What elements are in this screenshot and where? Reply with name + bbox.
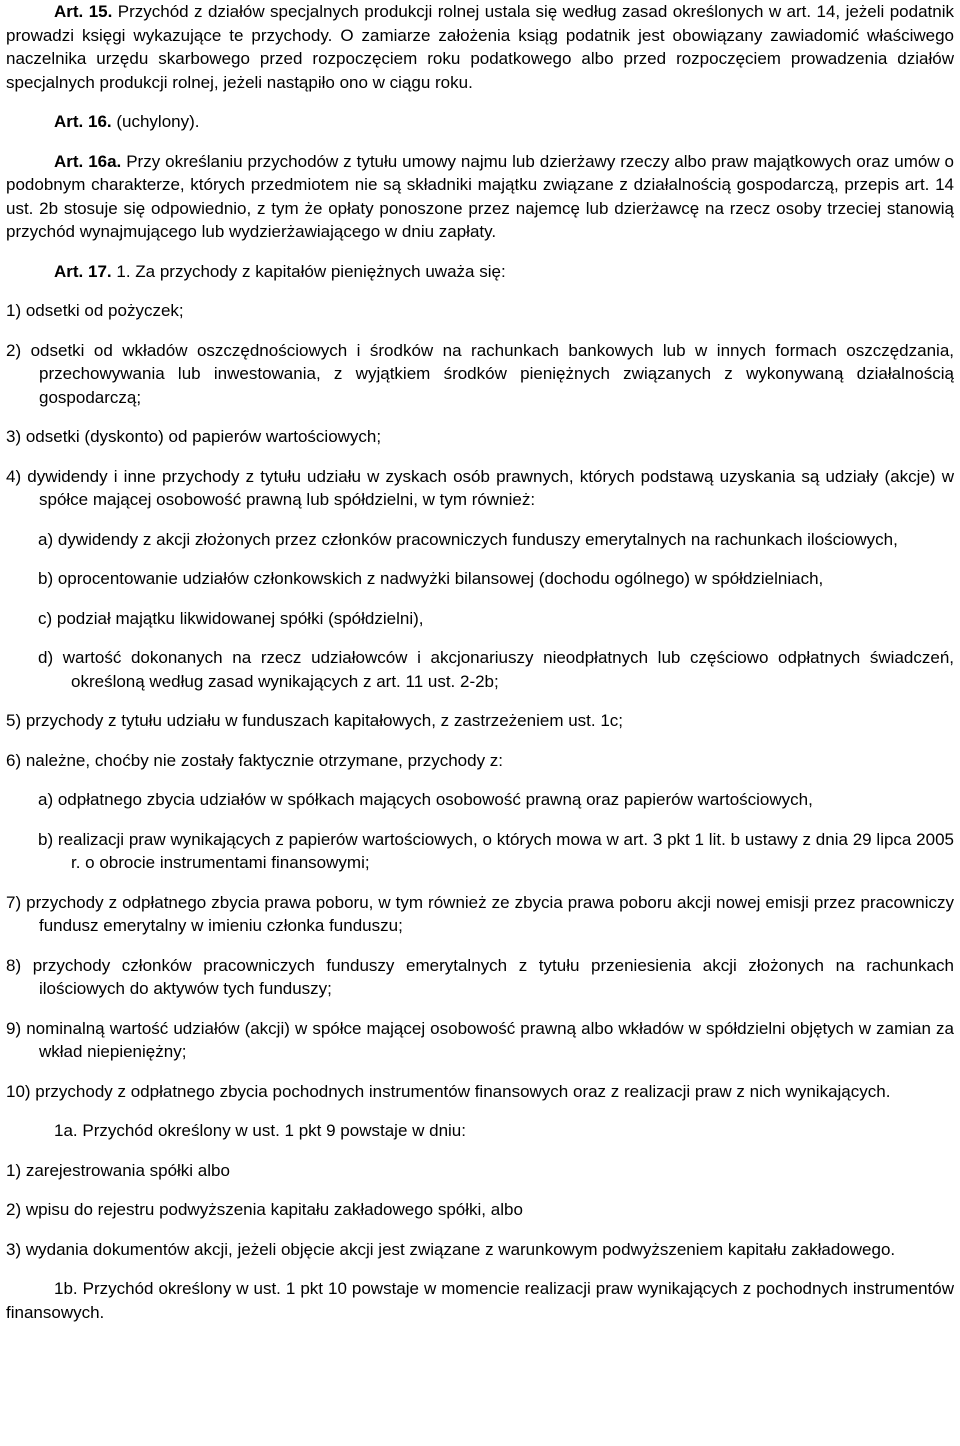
list-item: 6) należne, choćby nie zostały faktycznie otrzymane, przychody z: — [6, 750, 504, 770]
article-17 — [6, 260, 954, 284]
article-number: Art. 16. — [54, 112, 112, 131]
sub-list-item: b) oprocentowanie udziałów członkowskich z nadwyżki bilansowej (dochodu ogólnego) w spółdzielniach, — [38, 569, 824, 588]
list-item: 4) dywidendy i inne przychody z tytułu udziału w zyskach osób prawnych, których podstawą uzyskania są udziały (akcje) w spółce mającej osobowość prawną lub spółdzielni, w tym również: — [6, 466, 954, 509]
article-16a — [6, 150, 954, 244]
article-number: Art. 15. — [54, 2, 113, 21]
list-item: 3) odsetki (dyskonto) od papierów wartościowych; — [6, 427, 382, 446]
list-item: 9) nominalną wartość udziałów (akcji) w spółce mającej osobowość prawną albo wkładów w spółdzielni objętych w zamian za wkład niepieniężny; — [6, 1018, 954, 1061]
list-item: 7) przychody z odpłatnego zbycia prawa poboru, w tym również ze zbycia prawa poboru akcji nowej emisji przez pracowniczy fundusz emerytalny w imieniu członka funduszu; — [6, 892, 954, 935]
article-text: Przychód z działów specjalnych produkcji rolnej ustala się według zasad określonych w art. 14, jeżeli podatnik prowadzi księgi wykazujące te przychody. O zamiarze założenia ksiąg podatnik jest obowiązany zawiadomić właściwego naczelnika urzędu skarbowego przed rozpoczęciem roku podatkowego albo przed rozpoczęciem prowadzenia działów specjalnych produkcji rolnej, jeżeli nastąpiło ono w ciągu roku. — [6, 2, 954, 92]
article-text: (uchylony). — [111, 112, 200, 131]
list-item: 8) przychody członków pracowniczych funduszy emerytalnych z tytułu przeniesienia akcji złożonych na rachunkach ilościowych do aktywów tych funduszy; — [6, 955, 954, 998]
article-15 — [6, 0, 954, 94]
list-item: 10) przychody z odpłatnego zbycia pochodnych instrumentów finansowych oraz z realizacji praw z nich wynikających. — [6, 1081, 891, 1101]
sub-list-item: c) podział majątku likwidowanej spółki (spółdzielni), — [38, 608, 424, 628]
list-item: 1) zarejestrowania spółki albo — [6, 1160, 230, 1180]
article-text: 1. Za przychody z kapitałów pieniężnych uważa się: — [111, 261, 506, 281]
paragraph-1a: 1a. Przychód określony w ust. 1 pkt 9 powstaje w dniu: — [54, 1121, 466, 1140]
list-item: 5) przychody z tytułu udziału w funduszach kapitałowych, z zastrzeżeniem ust. 1c; — [6, 711, 624, 730]
paragraph-1b: 1b. Przychód określony w ust. 1 pkt 10 powstaje w momencie realizacji praw wynikających z pochodnych instrumentów finansowych. — [6, 1279, 954, 1322]
list-item: 2) odsetki od wkładów oszczędnościowych i środków na rachunkach bankowych lub w innych formach oszczędzania, przechowywania lub inwestowania, z wyjątkiem środków pieniężnych związanych z wykonywaną działalnością gospodarczą; — [6, 340, 954, 407]
article-16 — [6, 110, 954, 134]
article-number: Art. 17. — [54, 261, 112, 281]
list-item: 3) wydania dokumentów akcji, jeżeli objęcie akcji jest związane z warunkowym podwyższeniem kapitału zakładowego. — [6, 1239, 896, 1259]
list-item: 2) wpisu do rejestru podwyższenia kapitału zakładowego spółki, albo — [6, 1200, 523, 1219]
list-item: 1) odsetki od pożyczek; — [6, 301, 184, 320]
sub-list-item: a) odpłatnego zbycia udziałów w spółkach mających osobowość prawną oraz papierów wartościowych, — [38, 790, 813, 809]
sub-list-item: d) wartość dokonanych na rzecz udziałowców i akcjonariuszy nieodpłatnych lub częściowo odpłatnych świadczeń, określoną według zasad wynikających z art. 11 ust. 2-2b; — [38, 648, 954, 691]
article-number: Art. 16a. — [54, 151, 122, 171]
sub-list-item: b) realizacji praw wynikających z papierów wartościowych, o których mowa w art. 3 pkt 1 lit. b ustawy z dnia 29 lipca 2005 r. o obrocie instrumentami finansowymi; — [38, 829, 954, 872]
sub-list-item: a) dywidendy z akcji złożonych przez członków pracowniczych funduszy emerytalnych na rachunkach ilościowych, — [38, 529, 898, 549]
article-text: Przy określaniu przychodów z tytułu umowy najmu lub dzierżawy rzeczy albo praw majątkowych oraz umów o podobnym charakterze, których przedmiotem nie są składniki majątku związane z działalnością gospodarczą, przepis art. 14 ust. 2b stosuje się odpowiednio, z tym że opłaty ponoszone przez najemcę lub dzierżawcę na rzecz osoby trzeciej stanowią przychód wynajmującego lub wydzierżawiającego w dniu zapłaty. — [6, 151, 955, 241]
